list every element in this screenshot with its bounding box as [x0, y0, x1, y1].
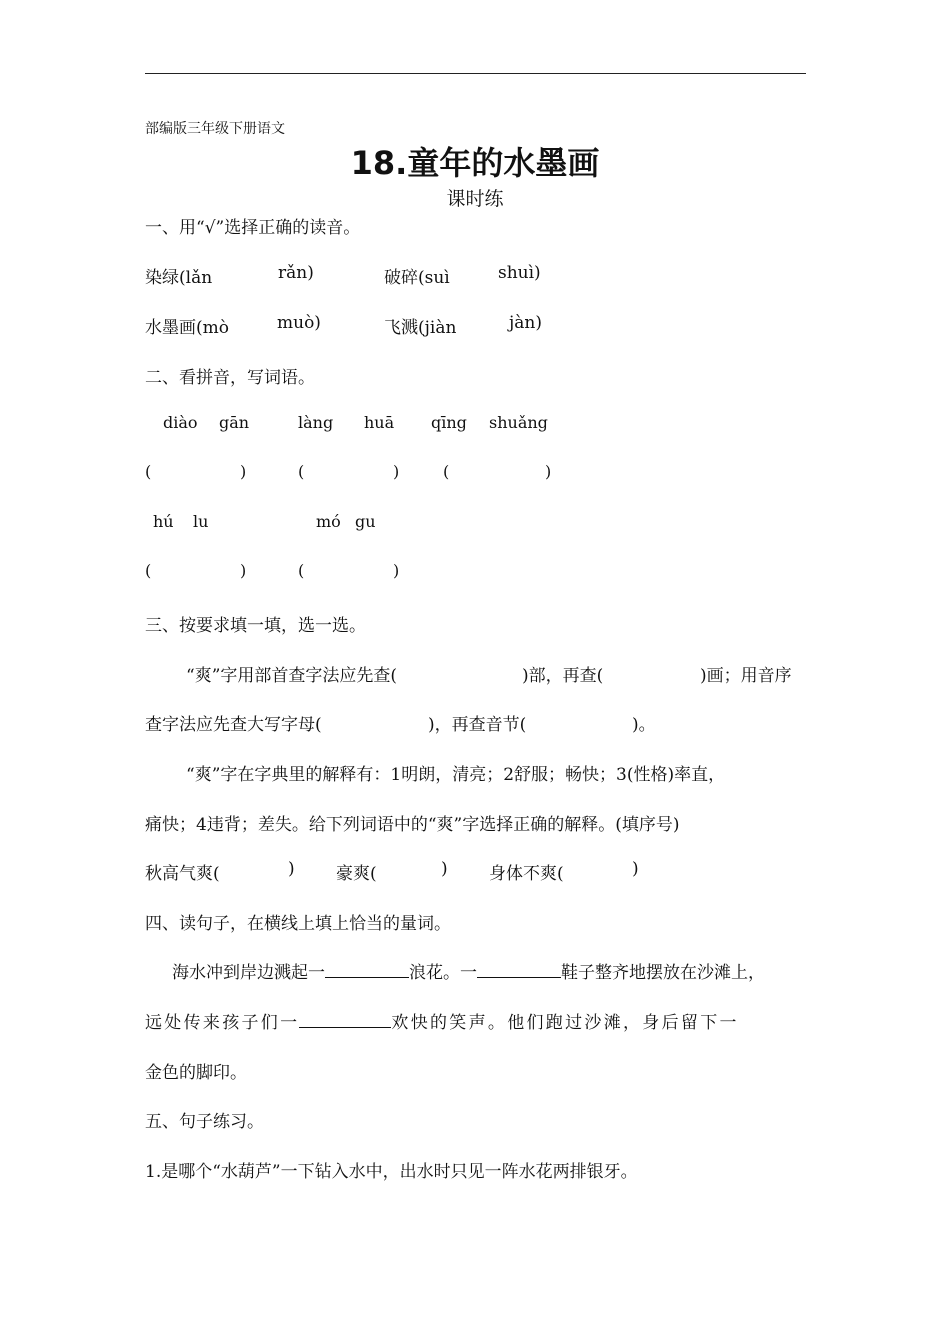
- s4-sentence-3: 金色的脚印。: [145, 1063, 247, 1083]
- fill-blank-2[interactable]: [477, 976, 561, 978]
- s1-item-2: 破碎(suì: [384, 268, 450, 288]
- answer-box-3-close: ): [545, 462, 552, 481]
- page-subtitle: 课时练: [446, 188, 504, 210]
- section1-heading: 一、用“√”选择正确的读音。: [145, 218, 361, 238]
- answer-box-1-close: ): [240, 462, 247, 481]
- s1-item-4-opt2: jàn): [509, 313, 542, 333]
- fill-blank-1[interactable]: [325, 976, 409, 978]
- pinyin-hu: hú: [153, 512, 174, 531]
- s3-p1-f: )。: [632, 715, 656, 735]
- page-title: 18.童年的水墨画: [350, 144, 600, 182]
- answer-box-5-open: (: [298, 561, 305, 580]
- section3-heading: 三、按要求填一填，选一选。: [145, 616, 366, 636]
- s1-item-3: 水墨画(mò: [145, 318, 229, 338]
- answer-box-2-open: (: [298, 462, 305, 481]
- s4-sentence-2: 远处传来孩子们一 欢快的笑声。他们跑过沙滩，身后留下一: [145, 1013, 739, 1033]
- s1-item-4: 飞溅(jiàn: [384, 318, 457, 338]
- fill-blank-3[interactable]: [299, 1026, 391, 1028]
- answer-box-4-open: (: [145, 561, 152, 580]
- answer-box-5-close: ): [393, 561, 400, 580]
- s3-p1-d: 查字法应先查大写字母(: [145, 715, 322, 735]
- s5-item-1: 1.是哪个“水葫芦”一下钻入水中，出水时只见一阵水花两排银牙。: [145, 1162, 638, 1182]
- s3-p2-line1: “爽”字在字典里的解释有：1明朗，清亮；2舒服；畅快；3(性格)率直，: [186, 765, 726, 785]
- pinyin-gan: gān: [219, 413, 250, 432]
- pinyin-hua: huā: [364, 413, 395, 432]
- pinyin-lu: lu: [193, 512, 209, 531]
- s1-item-1: 染绿(lǎn: [145, 268, 213, 288]
- header-rule: [145, 73, 806, 74]
- s3-word-1: 秋高气爽(: [145, 864, 220, 884]
- s3-p1-c: )画；用音序: [700, 666, 792, 686]
- s3-word-3: 身体不爽(: [489, 864, 564, 884]
- textbook-label: 部编版三年级下册语文: [145, 121, 285, 137]
- s3-p2-line2: 痛快；4违背；差失。给下列词语中的“爽”字选择正确的解释。(填序号): [145, 815, 680, 835]
- pinyin-diao: diào: [163, 413, 198, 432]
- s1-item-3-opt2: muò): [277, 313, 321, 333]
- s3-p1-a: “爽”字用部首查字法应先查(: [186, 666, 398, 686]
- s3-word-3-close: ): [632, 859, 639, 879]
- s3-p1-b: )部，再查(: [522, 666, 604, 686]
- section5-heading: 五、句子练习。: [145, 1112, 264, 1132]
- s3-p1-e: )，再查音节(: [428, 715, 527, 735]
- pinyin-gu: gu: [355, 512, 376, 531]
- answer-box-4-close: ): [240, 561, 247, 580]
- s1-item-1-opt2: rǎn): [278, 263, 314, 283]
- pinyin-lang: làng: [298, 413, 334, 432]
- answer-box-2-close: ): [393, 462, 400, 481]
- s1-item-2-opt2: shuì): [498, 263, 541, 283]
- answer-box-1-open: (: [145, 462, 152, 481]
- pinyin-qing: qīng: [431, 413, 467, 432]
- s3-word-2-close: ): [441, 859, 448, 879]
- s4-sentence-1: 海水冲到岸边溅起一 浪花。一 鞋子整齐地摆放在沙滩上，: [172, 963, 765, 983]
- pinyin-mo: mó: [316, 512, 341, 531]
- pinyin-shuang: shuǎng: [489, 413, 548, 432]
- section4-heading: 四、读句子，在横线上填上恰当的量词。: [145, 914, 451, 934]
- answer-box-3-open: (: [443, 462, 450, 481]
- s3-word-1-close: ): [288, 859, 295, 879]
- section2-heading: 二、看拼音，写词语。: [145, 368, 315, 388]
- s3-word-2: 豪爽(: [336, 864, 377, 884]
